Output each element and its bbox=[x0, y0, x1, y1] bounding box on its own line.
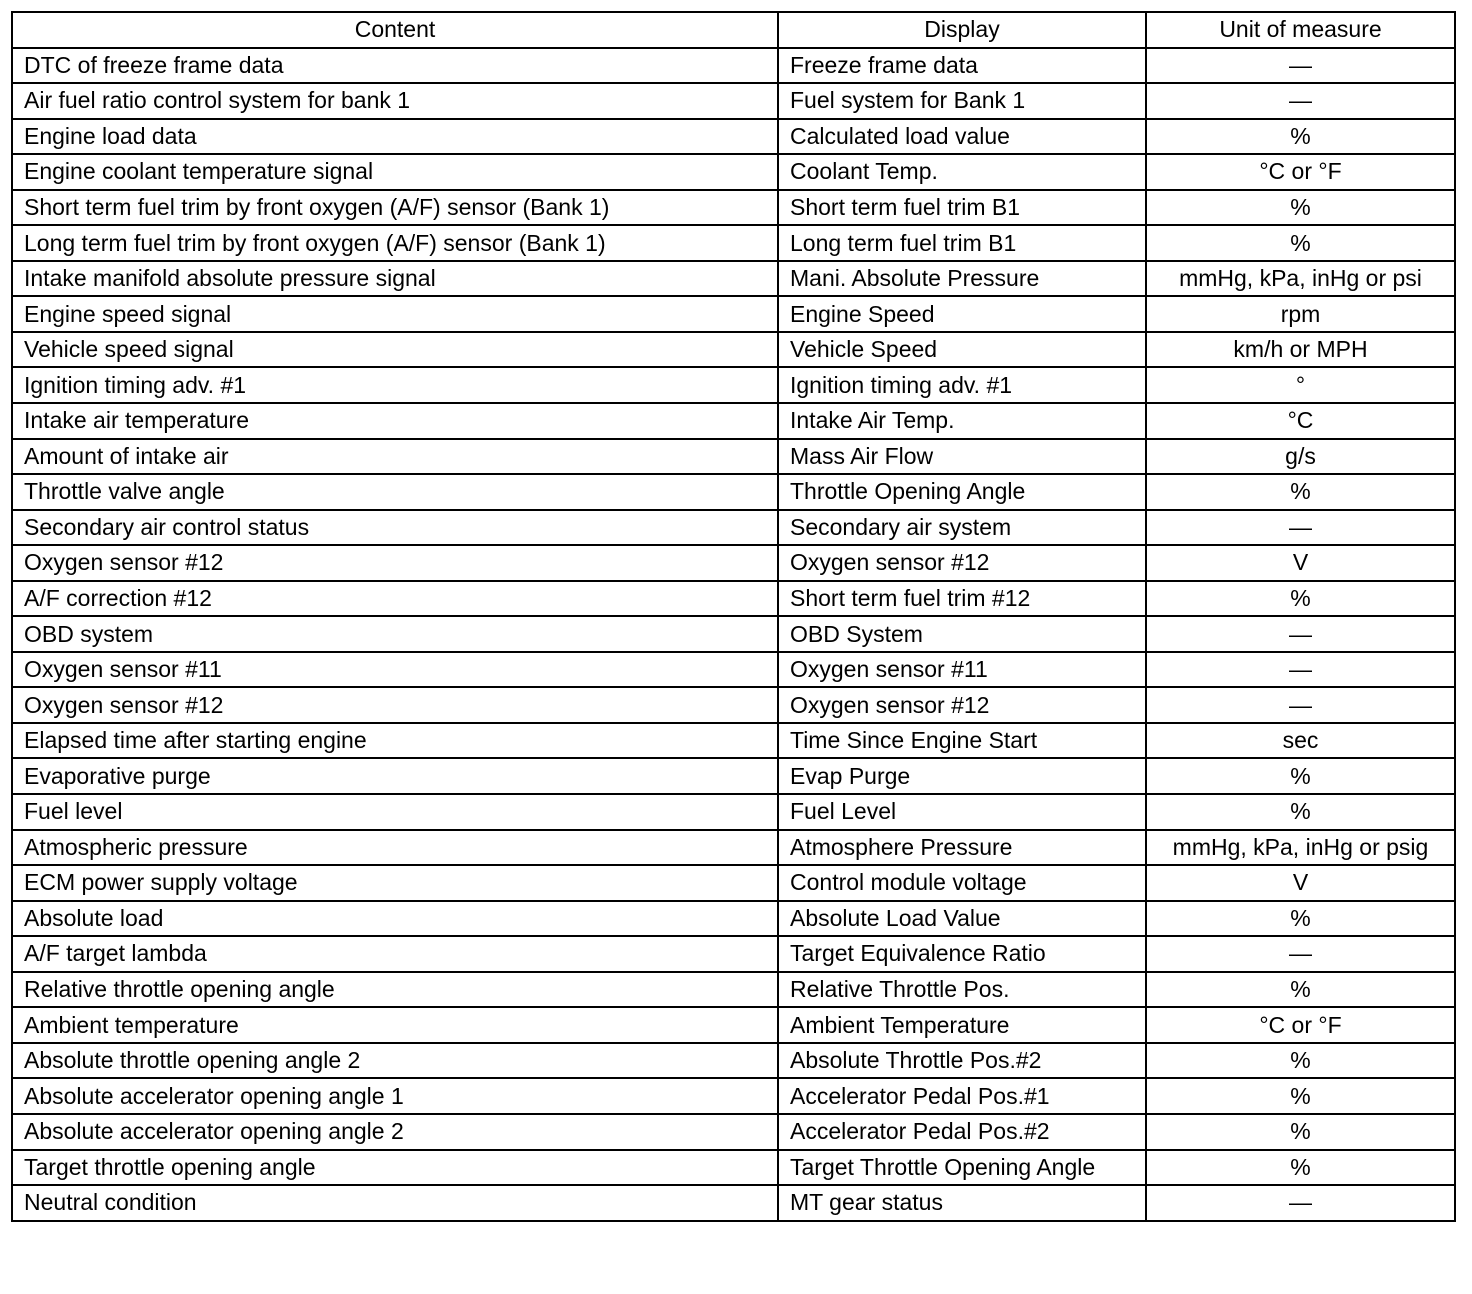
cell-display: Time Since Engine Start bbox=[778, 723, 1146, 759]
cell-display: Atmosphere Pressure bbox=[778, 830, 1146, 866]
cell-content: Absolute accelerator opening angle 2 bbox=[12, 1114, 778, 1150]
cell-display: Oxygen sensor #12 bbox=[778, 687, 1146, 723]
cell-content: Throttle valve angle bbox=[12, 474, 778, 510]
table-row bbox=[12, 616, 1455, 652]
table-row bbox=[12, 119, 1455, 155]
cell-unit: km/h or MPH bbox=[1146, 332, 1455, 368]
cell-content: Long term fuel trim by front oxygen (A/F) sensor (Bank 1) bbox=[12, 225, 778, 261]
cell-unit: % bbox=[1146, 225, 1455, 261]
cell-content: Engine load data bbox=[12, 119, 778, 155]
cell-display: Coolant Temp. bbox=[778, 154, 1146, 190]
cell-display: Fuel Level bbox=[778, 794, 1146, 830]
cell-content: Ignition timing adv. #1 bbox=[12, 367, 778, 403]
cell-content: Engine speed signal bbox=[12, 296, 778, 332]
cell-content: Target throttle opening angle bbox=[12, 1150, 778, 1186]
cell-unit: — bbox=[1146, 936, 1455, 972]
cell-content: Absolute load bbox=[12, 901, 778, 937]
cell-display: Intake Air Temp. bbox=[778, 403, 1146, 439]
table-body bbox=[12, 48, 1455, 1221]
table-row bbox=[12, 154, 1455, 190]
table-row bbox=[12, 758, 1455, 794]
table-row bbox=[12, 901, 1455, 937]
cell-display: Ignition timing adv. #1 bbox=[778, 367, 1146, 403]
header-row bbox=[12, 12, 1455, 48]
cell-unit: % bbox=[1146, 581, 1455, 617]
cell-display: Absolute Load Value bbox=[778, 901, 1146, 937]
cell-unit: mmHg, kPa, inHg or psi bbox=[1146, 261, 1455, 297]
cell-content: DTC of freeze frame data bbox=[12, 48, 778, 84]
table-row bbox=[12, 936, 1455, 972]
freeze-frame-table-container bbox=[11, 11, 1454, 1222]
cell-content: Amount of intake air bbox=[12, 439, 778, 475]
cell-content: Relative throttle opening angle bbox=[12, 972, 778, 1008]
cell-display: Short term fuel trim #12 bbox=[778, 581, 1146, 617]
cell-display: Fuel system for Bank 1 bbox=[778, 83, 1146, 119]
cell-content: ECM power supply voltage bbox=[12, 865, 778, 901]
cell-content: Absolute throttle opening angle 2 bbox=[12, 1043, 778, 1079]
table-header bbox=[12, 12, 1455, 48]
cell-display: Throttle Opening Angle bbox=[778, 474, 1146, 510]
table-row bbox=[12, 972, 1455, 1008]
cell-display: Evap Purge bbox=[778, 758, 1146, 794]
cell-display: Target Equivalence Ratio bbox=[778, 936, 1146, 972]
cell-unit: % bbox=[1146, 1043, 1455, 1079]
cell-unit: °C or °F bbox=[1146, 1007, 1455, 1043]
cell-display: Long term fuel trim B1 bbox=[778, 225, 1146, 261]
table-row bbox=[12, 48, 1455, 84]
table-row bbox=[12, 403, 1455, 439]
cell-content: Absolute accelerator opening angle 1 bbox=[12, 1078, 778, 1114]
cell-content: Oxygen sensor #12 bbox=[12, 687, 778, 723]
table-row bbox=[12, 865, 1455, 901]
cell-display: Calculated load value bbox=[778, 119, 1146, 155]
table-row bbox=[12, 83, 1455, 119]
cell-display: Mass Air Flow bbox=[778, 439, 1146, 475]
cell-display: MT gear status bbox=[778, 1185, 1146, 1221]
cell-unit: % bbox=[1146, 1150, 1455, 1186]
table-row bbox=[12, 1078, 1455, 1114]
table-row bbox=[12, 652, 1455, 688]
cell-display: Freeze frame data bbox=[778, 48, 1146, 84]
cell-content: OBD system bbox=[12, 616, 778, 652]
cell-unit: g/s bbox=[1146, 439, 1455, 475]
cell-unit: — bbox=[1146, 510, 1455, 546]
table-row bbox=[12, 261, 1455, 297]
header-display: Display bbox=[778, 12, 1146, 48]
table-row bbox=[12, 794, 1455, 830]
table-row bbox=[12, 510, 1455, 546]
header-content: Content bbox=[12, 12, 778, 48]
cell-display: OBD System bbox=[778, 616, 1146, 652]
cell-unit: % bbox=[1146, 1078, 1455, 1114]
table-row bbox=[12, 830, 1455, 866]
cell-content: Ambient temperature bbox=[12, 1007, 778, 1043]
table-row bbox=[12, 225, 1455, 261]
cell-content: Air fuel ratio control system for bank 1 bbox=[12, 83, 778, 119]
cell-content: Fuel level bbox=[12, 794, 778, 830]
cell-unit: rpm bbox=[1146, 296, 1455, 332]
table-row bbox=[12, 1043, 1455, 1079]
cell-display: Control module voltage bbox=[778, 865, 1146, 901]
cell-display: Target Throttle Opening Angle bbox=[778, 1150, 1146, 1186]
cell-unit: — bbox=[1146, 616, 1455, 652]
cell-display: Accelerator Pedal Pos.#1 bbox=[778, 1078, 1146, 1114]
cell-unit: % bbox=[1146, 1114, 1455, 1150]
table-row bbox=[12, 332, 1455, 368]
table-row bbox=[12, 296, 1455, 332]
cell-unit: — bbox=[1146, 652, 1455, 688]
table-row bbox=[12, 1007, 1455, 1043]
cell-unit: sec bbox=[1146, 723, 1455, 759]
cell-unit: V bbox=[1146, 545, 1455, 581]
table-row bbox=[12, 1150, 1455, 1186]
table-row bbox=[12, 367, 1455, 403]
table-row bbox=[12, 190, 1455, 226]
table-row bbox=[12, 545, 1455, 581]
cell-display: Accelerator Pedal Pos.#2 bbox=[778, 1114, 1146, 1150]
cell-unit: °C or °F bbox=[1146, 154, 1455, 190]
cell-unit: ° bbox=[1146, 367, 1455, 403]
cell-unit: V bbox=[1146, 865, 1455, 901]
cell-unit: — bbox=[1146, 1185, 1455, 1221]
cell-content: Short term fuel trim by front oxygen (A/F) sensor (Bank 1) bbox=[12, 190, 778, 226]
cell-content: Oxygen sensor #12 bbox=[12, 545, 778, 581]
cell-content: Oxygen sensor #11 bbox=[12, 652, 778, 688]
cell-unit: °C bbox=[1146, 403, 1455, 439]
cell-display: Ambient Temperature bbox=[778, 1007, 1146, 1043]
cell-content: Intake manifold absolute pressure signal bbox=[12, 261, 778, 297]
cell-display: Vehicle Speed bbox=[778, 332, 1146, 368]
freeze-frame-table bbox=[11, 11, 1456, 1222]
table-row bbox=[12, 723, 1455, 759]
cell-display: Mani. Absolute Pressure bbox=[778, 261, 1146, 297]
cell-unit: % bbox=[1146, 119, 1455, 155]
cell-content: A/F target lambda bbox=[12, 936, 778, 972]
cell-unit: % bbox=[1146, 190, 1455, 226]
cell-content: A/F correction #12 bbox=[12, 581, 778, 617]
cell-content: Neutral condition bbox=[12, 1185, 778, 1221]
cell-content: Intake air temperature bbox=[12, 403, 778, 439]
cell-content: Engine coolant temperature signal bbox=[12, 154, 778, 190]
cell-display: Oxygen sensor #11 bbox=[778, 652, 1146, 688]
cell-content: Elapsed time after starting engine bbox=[12, 723, 778, 759]
table-row bbox=[12, 1114, 1455, 1150]
header-unit-of-measure: Unit of measure bbox=[1146, 12, 1455, 48]
table-row bbox=[12, 1185, 1455, 1221]
cell-display: Relative Throttle Pos. bbox=[778, 972, 1146, 1008]
cell-display: Absolute Throttle Pos.#2 bbox=[778, 1043, 1146, 1079]
cell-content: Evaporative purge bbox=[12, 758, 778, 794]
cell-unit: % bbox=[1146, 901, 1455, 937]
cell-display: Oxygen sensor #12 bbox=[778, 545, 1146, 581]
cell-content: Secondary air control status bbox=[12, 510, 778, 546]
cell-unit: % bbox=[1146, 474, 1455, 510]
cell-display: Engine Speed bbox=[778, 296, 1146, 332]
table-row bbox=[12, 439, 1455, 475]
cell-unit: % bbox=[1146, 758, 1455, 794]
cell-unit: mmHg, kPa, inHg or psig bbox=[1146, 830, 1455, 866]
cell-unit: % bbox=[1146, 794, 1455, 830]
cell-display: Short term fuel trim B1 bbox=[778, 190, 1146, 226]
cell-unit: % bbox=[1146, 972, 1455, 1008]
table-row bbox=[12, 687, 1455, 723]
table-row bbox=[12, 474, 1455, 510]
cell-content: Atmospheric pressure bbox=[12, 830, 778, 866]
table-row bbox=[12, 581, 1455, 617]
cell-display: Secondary air system bbox=[778, 510, 1146, 546]
cell-content: Vehicle speed signal bbox=[12, 332, 778, 368]
cell-unit: — bbox=[1146, 687, 1455, 723]
cell-unit: — bbox=[1146, 48, 1455, 84]
cell-unit: — bbox=[1146, 83, 1455, 119]
